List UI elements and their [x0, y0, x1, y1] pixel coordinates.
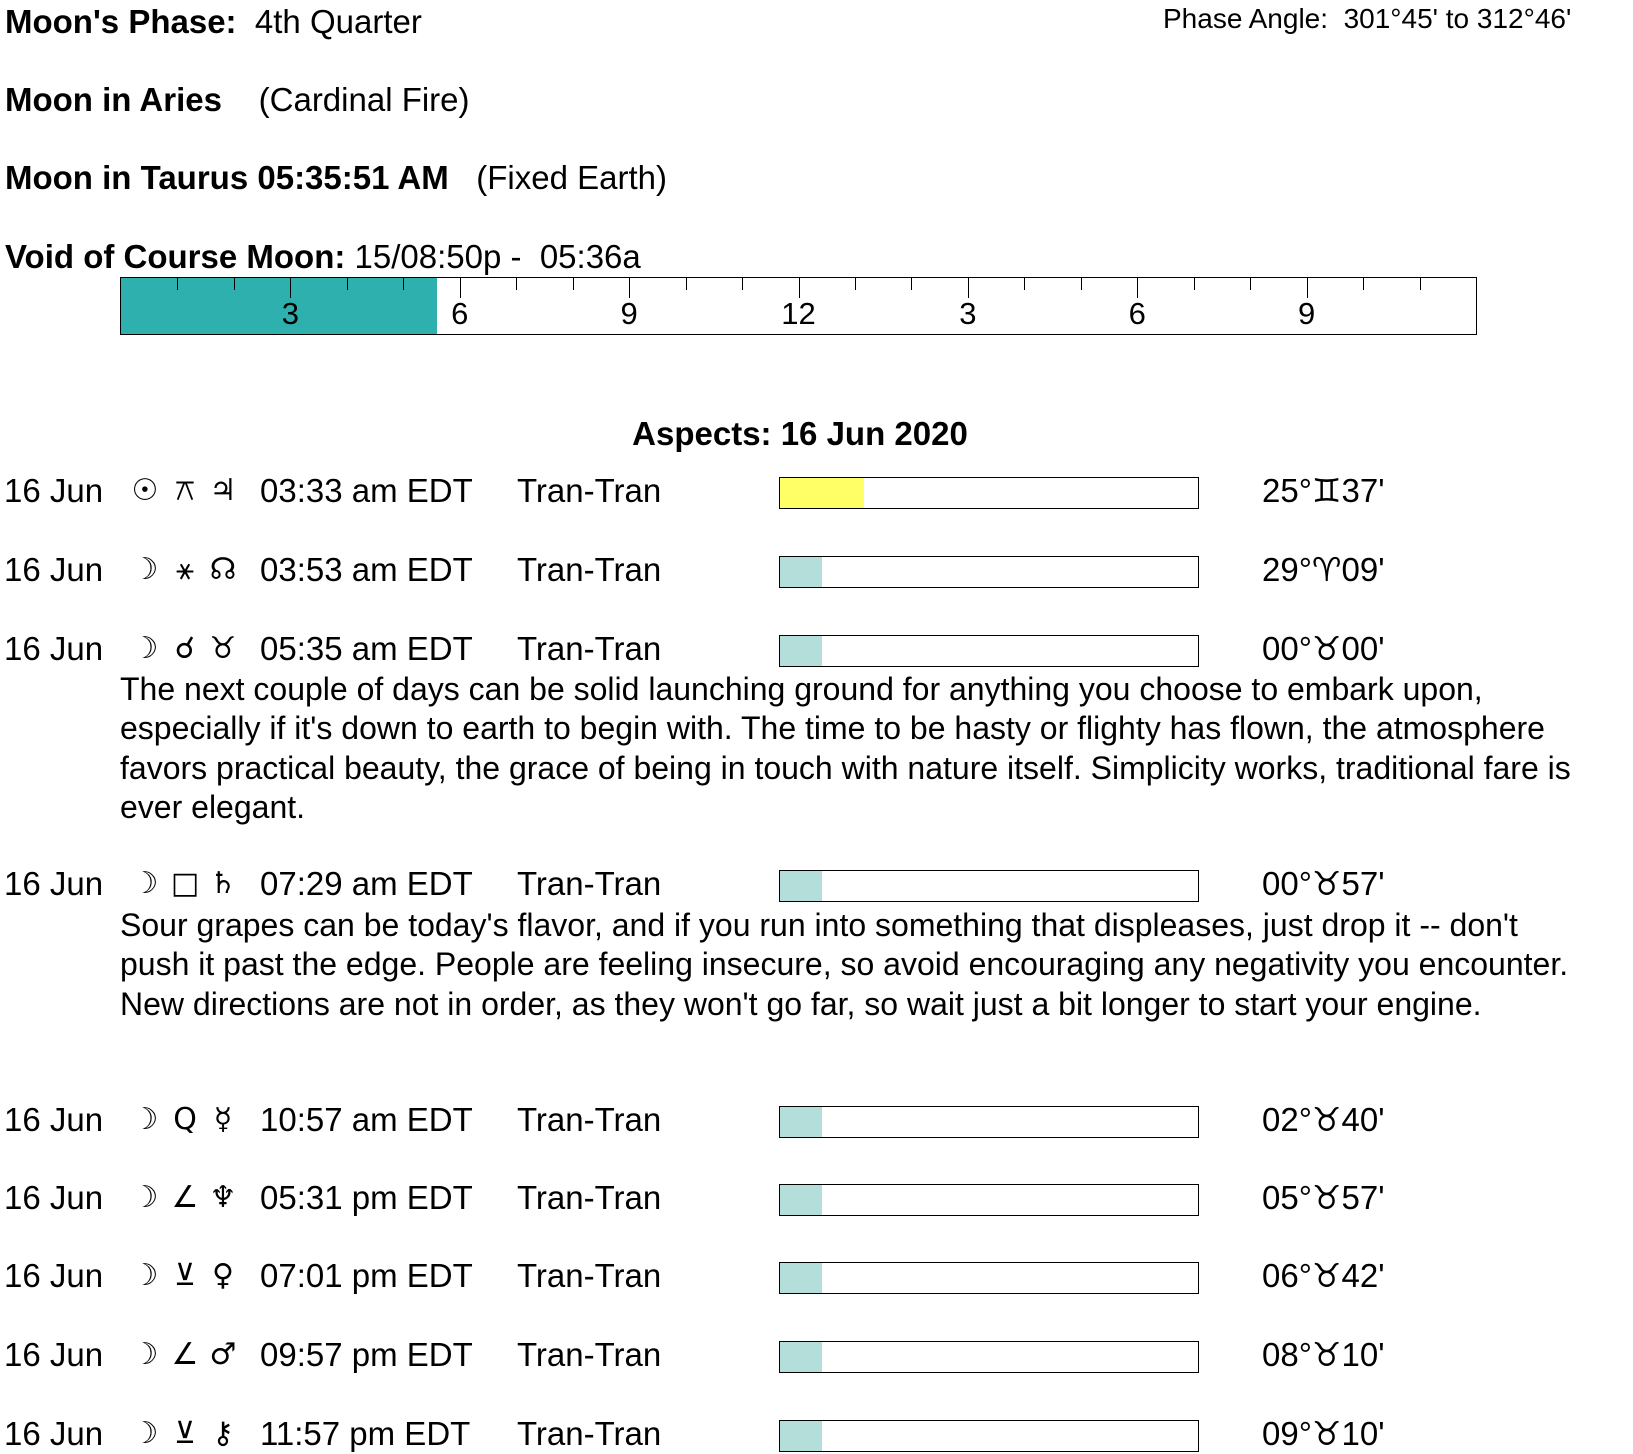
timeline-tick — [347, 278, 348, 290]
timeline-tick — [799, 278, 800, 298]
voc-label: Void of Course Moon: — [5, 238, 346, 275]
timeline-hour-label: 6 — [1128, 296, 1146, 331]
aspect-strength-bar — [779, 870, 1199, 902]
moon-phase-value: 4th Quarter — [254, 3, 422, 40]
aspect-strength-fill — [780, 478, 864, 508]
planet-glyph-icon: ☉ — [131, 473, 159, 508]
planet-glyph-icon: ♃ — [209, 473, 237, 508]
aspect-strength-fill — [780, 1342, 822, 1372]
aspect-strength-bar — [779, 1184, 1199, 1216]
aspect-glyph-icon: ∠ — [171, 1337, 199, 1372]
moon-sign-line — [5, 80, 470, 120]
aspect-position: 00°♉00' — [1262, 630, 1385, 667]
aspect-time: 07:01 pm EDT — [260, 1257, 473, 1294]
moon-sign-label: Moon in Aries — [5, 81, 222, 118]
planet-glyph-icon: ♀ — [212, 1258, 234, 1293]
void-of-course-timeline — [120, 277, 1477, 335]
timeline-tick — [855, 278, 856, 290]
aspect-description: The next couple of days can be solid launching ground for anything you choose to embark upon, especially if it's down to earth to begin with. The time to be hasty or flighty has flown, the atmosphere favors practical beauty, the grace of being in touch with nature itself. Simplicity works, traditional fare is ever elegant. — [120, 671, 1571, 825]
aspect-glyph-icon: ∠ — [171, 1180, 199, 1215]
aspect-type: Tran-Tran — [517, 1336, 662, 1373]
aspect-strength-bar — [779, 477, 1199, 509]
timeline-hour-label: 6 — [451, 296, 469, 331]
aspect-date: 16 Jun — [4, 1415, 104, 1452]
aspect-row — [0, 550, 1633, 590]
aspect-time: 05:31 pm EDT — [260, 1179, 473, 1216]
aspect-time: 10:57 am EDT — [260, 1101, 473, 1138]
aspect-time: 03:33 am EDT — [260, 472, 473, 509]
aspect-time: 09:57 pm EDT — [260, 1336, 473, 1373]
aspect-date: 16 Jun — [4, 472, 104, 509]
aspect-strength-bar — [779, 1106, 1199, 1138]
timeline-tick — [968, 278, 969, 298]
planet-glyph-icon: ☊ — [209, 552, 237, 587]
aspect-row — [0, 1178, 1633, 1218]
aspects-title: Aspects: 16 Jun 2020 — [632, 415, 968, 452]
aspect-time: 03:53 am EDT — [260, 551, 473, 588]
planet-glyph-icon: ♂ — [209, 1337, 237, 1372]
planet-glyph-icon: ☿ — [213, 1102, 233, 1137]
timeline-tick — [1420, 278, 1421, 290]
aspect-row — [0, 471, 1633, 511]
aspect-position: 00°♉57' — [1262, 865, 1385, 902]
aspect-glyph-icon: ⊻ — [174, 1416, 196, 1451]
planet-glyph-icon: ♄ — [209, 866, 237, 901]
timeline-tick — [911, 278, 912, 290]
aspect-date: 16 Jun — [4, 1257, 104, 1294]
void-of-course-fill — [121, 278, 437, 334]
planet-glyph-icon: ☽ — [131, 1416, 159, 1451]
planet-glyph-icon: ♉ — [209, 631, 237, 666]
moon-ingress-line — [5, 158, 667, 198]
timeline-tick — [1137, 278, 1138, 298]
planet-glyph-icon: ☽ — [131, 1258, 159, 1293]
timeline-tick — [403, 278, 404, 290]
aspect-position: 09°♉10' — [1262, 1415, 1385, 1452]
timeline-tick — [290, 278, 291, 298]
aspect-row — [0, 1335, 1633, 1375]
aspect-date: 16 Jun — [4, 1101, 104, 1138]
aspect-glyph-icon: ⚹ — [176, 552, 194, 587]
planet-glyph-icon: ☽ — [131, 1180, 159, 1215]
aspect-row — [0, 1256, 1633, 1296]
aspect-strength-bar — [779, 1341, 1199, 1373]
aspect-strength-fill — [780, 1107, 822, 1137]
timeline-hour-label: 9 — [1298, 296, 1316, 331]
timeline-tick — [516, 278, 517, 290]
aspect-strength-fill — [780, 636, 822, 666]
moon-ingress-label: Moon in Taurus 05:35:51 AM — [5, 159, 449, 196]
aspect-position: 06°♉42' — [1262, 1257, 1385, 1294]
timeline-tick — [1024, 278, 1025, 290]
aspect-strength-fill — [780, 871, 822, 901]
voc-line — [5, 237, 641, 277]
aspect-type: Tran-Tran — [517, 551, 662, 588]
aspect-strength-bar — [779, 556, 1199, 588]
aspect-strength-fill — [780, 1185, 822, 1215]
timeline-tick — [177, 278, 178, 290]
moon-sign-element: (Cardinal Fire) — [258, 81, 470, 118]
aspect-position: 08°♉10' — [1262, 1336, 1385, 1373]
timeline-hour-label: 3 — [959, 296, 977, 331]
aspect-position: 29°♈09' — [1262, 551, 1385, 588]
aspect-row — [0, 1100, 1633, 1140]
aspect-type: Tran-Tran — [517, 1257, 662, 1294]
aspect-row — [0, 629, 1633, 669]
timeline-tick — [1250, 278, 1251, 290]
aspect-type: Tran-Tran — [517, 865, 662, 902]
aspect-glyph-icon: ☌ — [174, 631, 196, 666]
aspect-type: Tran-Tran — [517, 1179, 662, 1216]
aspect-date: 16 Jun — [4, 630, 104, 667]
timeline-tick — [460, 278, 461, 298]
aspect-glyph-icon: ⊻ — [174, 1258, 196, 1293]
planet-glyph-icon: ☽ — [131, 552, 159, 587]
aspect-type: Tran-Tran — [517, 1415, 662, 1452]
aspect-type: Tran-Tran — [517, 472, 662, 509]
planet-glyph-icon: ♆ — [209, 1180, 237, 1215]
timeline-hour-label: 12 — [781, 296, 816, 331]
timeline-tick — [1307, 278, 1308, 298]
aspect-type: Tran-Tran — [517, 630, 662, 667]
aspect-date: 16 Jun — [4, 1336, 104, 1373]
timeline-tick — [1194, 278, 1195, 290]
aspect-position: 05°♉57' — [1262, 1179, 1385, 1216]
timeline-tick — [573, 278, 574, 290]
aspect-glyph-icon: ⚻ — [175, 473, 195, 508]
aspect-date: 16 Jun — [4, 1179, 104, 1216]
aspect-description: Sour grapes can be today's flavor, and if you run into something that displeases, just drop it -- don't push it past the edge. People are feeling insecure, so avoid encouraging any negativity you encounter. New directions are not in order, as they won't go far, so wait just a bit longer to start your engine. — [120, 907, 1569, 1022]
aspect-strength-fill — [780, 557, 822, 587]
moon-ingress-element: (Fixed Earth) — [476, 159, 667, 196]
phase-angle-value: 301°45' to 312°46' — [1343, 3, 1572, 34]
timeline-hour-label: 3 — [281, 296, 299, 331]
aspect-glyph-icon: Q — [173, 1102, 197, 1137]
phase-angle-label: Phase Angle: — [1163, 3, 1329, 34]
aspect-position: 25°♊37' — [1262, 472, 1385, 509]
aspect-row — [0, 864, 1633, 904]
moon-phase-line — [5, 2, 422, 42]
voc-value: 15/08:50p - 05:36a — [354, 238, 641, 275]
aspect-type: Tran-Tran — [517, 1101, 662, 1138]
aspect-time: 07:29 am EDT — [260, 865, 473, 902]
phase-angle-line — [1163, 2, 1571, 36]
aspect-row — [0, 1414, 1633, 1454]
planet-glyph-icon: ☽ — [131, 1337, 159, 1372]
planet-glyph-icon: ⚷ — [212, 1416, 234, 1451]
aspect-strength-fill — [780, 1421, 822, 1451]
planet-glyph-icon: ☽ — [131, 1102, 159, 1137]
timeline-tick — [1363, 278, 1364, 290]
aspect-time: 05:35 am EDT — [260, 630, 473, 667]
timeline-tick — [1081, 278, 1082, 290]
aspect-date: 16 Jun — [4, 865, 104, 902]
aspect-strength-fill — [780, 1263, 822, 1293]
aspect-strength-bar — [779, 1420, 1199, 1452]
timeline-tick — [234, 278, 235, 290]
timeline-tick — [686, 278, 687, 290]
timeline-tick — [742, 278, 743, 290]
planet-glyph-icon: ☽ — [131, 631, 159, 666]
aspect-position: 02°♉40' — [1262, 1101, 1385, 1138]
aspect-time: 11:57 pm EDT — [260, 1415, 471, 1452]
timeline-tick — [629, 278, 630, 298]
aspect-strength-bar — [779, 1262, 1199, 1294]
planet-glyph-icon: ☽ — [131, 866, 159, 901]
timeline-hour-label: 9 — [620, 296, 638, 331]
aspect-strength-bar — [779, 635, 1199, 667]
aspect-glyph-icon: □ — [170, 866, 200, 901]
aspect-date: 16 Jun — [4, 551, 104, 588]
moon-phase-label: Moon's Phase: — [5, 3, 237, 40]
